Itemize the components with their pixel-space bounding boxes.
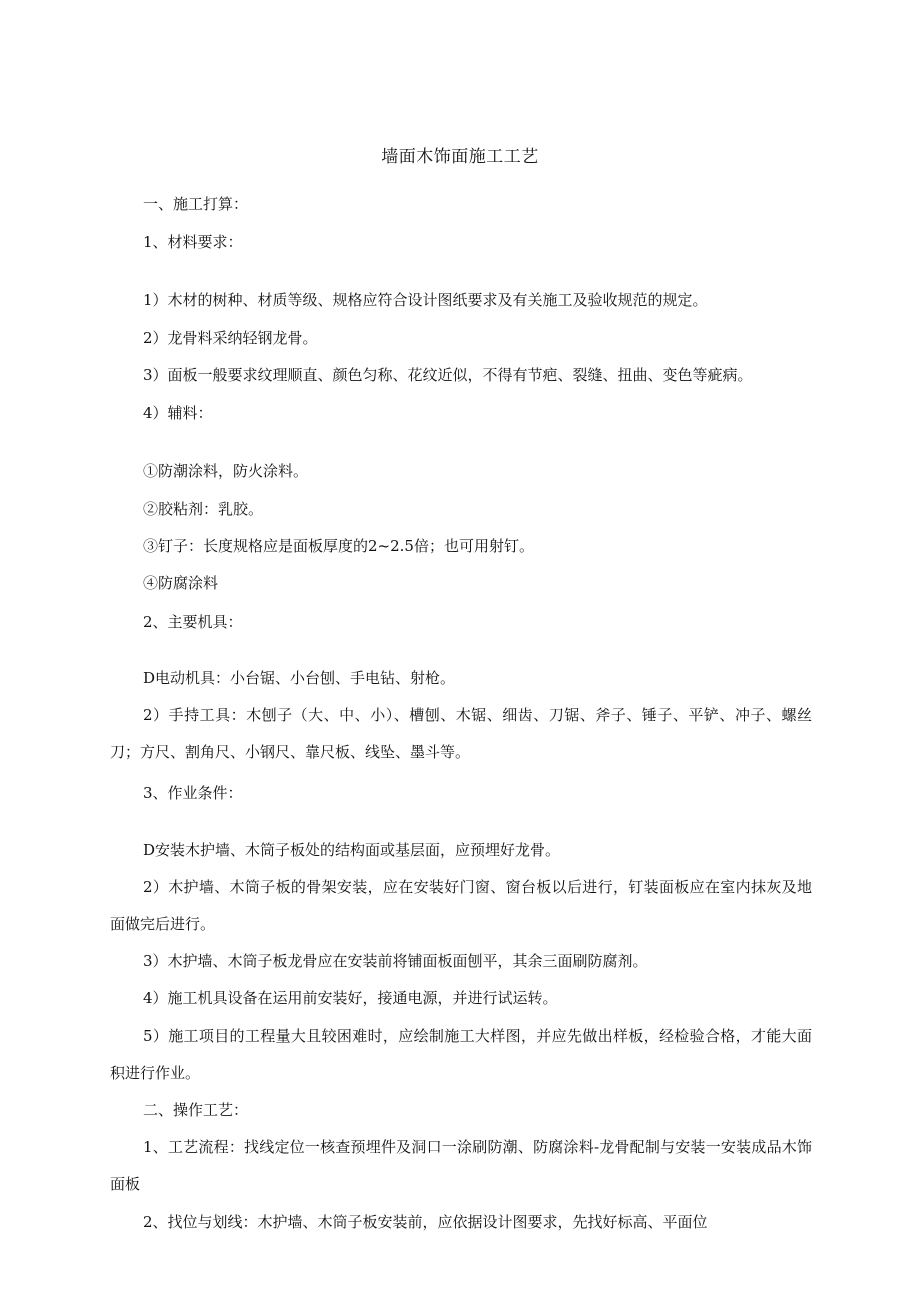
tool-item: D电动机具：小台锯、小台刨、手电钻、射枪。 (143, 669, 456, 687)
process-item: 2、找位与划线：木护墙、木筒子板安装前，应依据设计图要求，先找好标高、平面位 (143, 1213, 708, 1231)
aux-item: ①防潮涂料，防火涂料。 (143, 462, 309, 480)
material-item: 2）龙骨料采纳轻钢龙骨。 (143, 329, 318, 347)
document-title: 墙面木饰面施工工艺 (381, 147, 539, 167)
condition-item: 3）木护墙、木筒子板龙骨应在安装前将铺面板面刨平，其余三面刷防腐剂。 (143, 952, 648, 970)
process-item: 1、工艺流程：找线定位一核查预埋件及洞口一涂刷防潮、防腐涂料-龙骨配制与安装一安装成品木饰面板 (110, 1138, 812, 1193)
subheading-tools: 2、主要机具： (143, 613, 243, 631)
material-item: 4）辅料： (143, 404, 213, 422)
aux-item: ③钉子：长度规格应是面板厚度的2~2.5倍；也可用射钉。 (143, 537, 534, 555)
aux-item: ④防腐涂料 (143, 574, 219, 592)
aux-item: ②胶粘剂：乳胶。 (143, 500, 264, 518)
condition-item: 2）木护墙、木筒子板的骨架安装，应在安装好门窗、窗台板以后进行，钉装面板应在室内抹灰及地面做完后进行。 (110, 878, 812, 933)
condition-item: 4）施工机具设备在运用前安装好，接通电源，并进行试运转。 (143, 989, 558, 1007)
condition-item: D安装木护墙、木筒子板处的结构面或基层面，应预埋好龙骨。 (143, 841, 561, 859)
subheading-materials: 1、材料要求： (143, 233, 243, 251)
section-heading-operation: 二、操作工艺： (143, 1101, 249, 1119)
tool-item: 2）手持工具：木刨子（大、中、小）、槽刨、木锯、细齿、刀锯、斧子、锤子、平铲、冲子、螺丝刀；方尺、割角尺、小钢尺、靠尺板、线坠、墨斗等。 (110, 706, 812, 761)
material-item: 1）木材的树种、材质等级、规格应符合设计图纸要求及有关施工及验收规范的规定。 (143, 291, 708, 309)
material-item: 3）面板一般要求纹理顺直、颜色匀称、花纹近似，不得有节疤、裂缝、扭曲、变色等疵病。 (143, 366, 753, 384)
subheading-conditions: 3、作业条件： (143, 784, 243, 802)
condition-item: 5）施工项目的工程量大且较困难时，应绘制施工大样图，并应先做出样板，经检验合格，才能大面积进行作业。 (110, 1027, 812, 1082)
section-heading-preparation: 一、施工打算： (143, 195, 249, 213)
